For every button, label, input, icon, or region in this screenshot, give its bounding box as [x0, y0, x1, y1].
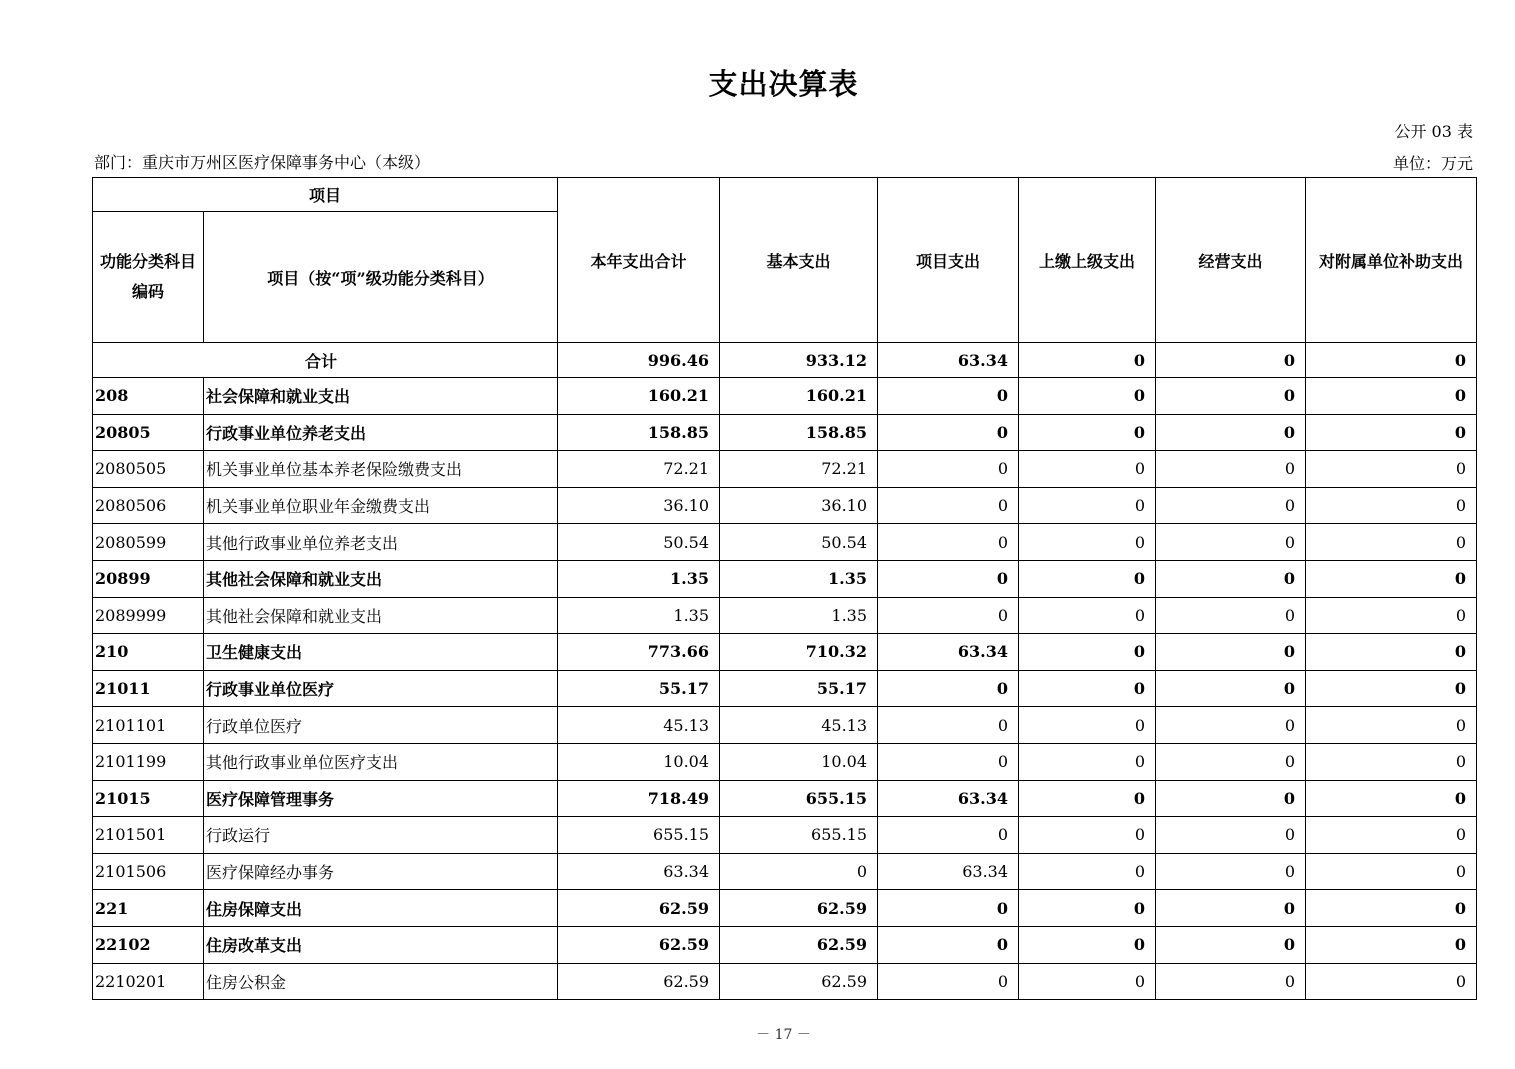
row-name: 社会保障和就业支出: [204, 378, 558, 415]
row-upper-expenditure: 0: [1019, 670, 1156, 707]
row-subsidy-expenditure: 0: [1306, 670, 1477, 707]
expenditure-table: [92, 177, 1477, 1000]
table-row: [93, 817, 1477, 854]
row-subsidy-expenditure: 0: [1306, 414, 1477, 451]
row-name: 住房改革支出: [204, 926, 558, 963]
row-code: 2101506: [93, 853, 204, 890]
department-label: 部门：重庆市万州区医疗保障事务中心（本级）: [94, 153, 431, 172]
header-business-expenditure: 经营支出: [1156, 178, 1306, 343]
row-project-expenditure: 0: [878, 817, 1019, 854]
header-code: [93, 212, 204, 343]
row-upper-expenditure: 0: [1019, 817, 1156, 854]
row-subsidy-expenditure: 0: [1306, 780, 1477, 817]
row-name: 机关事业单位职业年金缴费支出: [204, 487, 558, 524]
table-row: [93, 926, 1477, 963]
row-upper-expenditure: 0: [1019, 780, 1156, 817]
table-row: [93, 853, 1477, 890]
table-row: [93, 524, 1477, 561]
row-upper-expenditure: 0: [1019, 963, 1156, 1000]
row-code: 2080505: [93, 451, 204, 488]
row-name: 机关事业单位基本养老保险缴费支出: [204, 451, 558, 488]
row-project-expenditure: 0: [878, 414, 1019, 451]
row-project-expenditure: 0: [878, 670, 1019, 707]
row-name: 其他行政事业单位养老支出: [204, 524, 558, 561]
row-total: 62.59: [558, 963, 720, 1000]
row-business-expenditure: 0: [1156, 963, 1306, 1000]
row-subsidy-expenditure: 0: [1306, 890, 1477, 927]
row-subsidy-expenditure: 0: [1306, 926, 1477, 963]
row-subsidy-expenditure: 0: [1306, 560, 1477, 597]
row-project-expenditure: 0: [878, 487, 1019, 524]
row-basic: 160.21: [720, 378, 878, 415]
row-name: 住房保障支出: [204, 890, 558, 927]
row-code: 210: [93, 634, 204, 671]
row-basic: 1.35: [720, 597, 878, 634]
row-project-expenditure: 0: [878, 890, 1019, 927]
row-business-expenditure: 0: [1156, 414, 1306, 451]
row-code: 208: [93, 378, 204, 415]
row-upper-expenditure: 0: [1019, 524, 1156, 561]
row-code: 2101199: [93, 743, 204, 780]
row-upper-expenditure: 0: [1019, 560, 1156, 597]
row-business-expenditure: 0: [1156, 524, 1306, 561]
row-name: 其他社会保障和就业支出: [204, 560, 558, 597]
row-project-expenditure: 0: [878, 926, 1019, 963]
row-total: 1.35: [558, 597, 720, 634]
row-name: 行政事业单位医疗: [204, 670, 558, 707]
row-name: 住房公积金: [204, 963, 558, 1000]
table-row: [93, 634, 1477, 671]
row-name: 医疗保障经办事务: [204, 853, 558, 890]
row-business-expenditure: 0: [1156, 853, 1306, 890]
row-total: 655.15: [558, 817, 720, 854]
row-business-expenditure: 0: [1156, 743, 1306, 780]
row-basic: 710.32: [720, 634, 878, 671]
row-subsidy-expenditure: 0: [1306, 817, 1477, 854]
table-row: [93, 780, 1477, 817]
row-project-expenditure: 0: [878, 560, 1019, 597]
row-name: 其他社会保障和就业支出: [204, 597, 558, 634]
row-basic: 62.59: [720, 963, 878, 1000]
header-project: 项目: [93, 178, 558, 212]
page-number: － 17 －: [756, 1027, 811, 1043]
row-code: 2210201: [93, 963, 204, 1000]
row-code: 21015: [93, 780, 204, 817]
row-code: 22102: [93, 926, 204, 963]
row-business-expenditure: 0: [1156, 560, 1306, 597]
row-total: 773.66: [558, 634, 720, 671]
header-project-expenditure: 项目支出: [878, 178, 1019, 343]
row-basic: 55.17: [720, 670, 878, 707]
header-total: 本年支出合计: [558, 178, 720, 343]
row-basic: 655.15: [720, 817, 878, 854]
row-upper-expenditure: 0: [1019, 414, 1156, 451]
table-row: [93, 451, 1477, 488]
table-row: [93, 560, 1477, 597]
row-project-expenditure: 63.34: [878, 634, 1019, 671]
total-cell-total: 996.46: [558, 343, 720, 378]
row-code: 221: [93, 890, 204, 927]
table-row: [93, 743, 1477, 780]
row-business-expenditure: 0: [1156, 890, 1306, 927]
row-business-expenditure: 0: [1156, 634, 1306, 671]
row-total: 62.59: [558, 926, 720, 963]
row-code: 20805: [93, 414, 204, 451]
row-code: 2080599: [93, 524, 204, 561]
row-business-expenditure: 0: [1156, 597, 1306, 634]
row-total: 50.54: [558, 524, 720, 561]
row-name: 卫生健康支出: [204, 634, 558, 671]
unit-label: 单位：万元: [1392, 154, 1473, 173]
row-code: 2089999: [93, 597, 204, 634]
row-total: 10.04: [558, 743, 720, 780]
row-total: 62.59: [558, 890, 720, 927]
form-number: 公开 03 表: [1394, 122, 1473, 141]
row-subsidy-expenditure: 0: [1306, 853, 1477, 890]
row-project-expenditure: 0: [878, 597, 1019, 634]
total-row: [93, 343, 1477, 378]
row-subsidy-expenditure: 0: [1306, 487, 1477, 524]
table-row: [93, 414, 1477, 451]
total-cell-upper: 0: [1019, 343, 1156, 378]
table-row: [93, 597, 1477, 634]
table-row: [93, 487, 1477, 524]
row-upper-expenditure: 0: [1019, 743, 1156, 780]
table-row: [93, 890, 1477, 927]
row-total: 158.85: [558, 414, 720, 451]
row-upper-expenditure: 0: [1019, 890, 1156, 927]
row-name: 行政运行: [204, 817, 558, 854]
row-basic: 655.15: [720, 780, 878, 817]
row-project-expenditure: 0: [878, 524, 1019, 561]
row-business-expenditure: 0: [1156, 926, 1306, 963]
row-name: 医疗保障管理事务: [204, 780, 558, 817]
total-cell-basic: 933.12: [720, 343, 878, 378]
row-name: 其他行政事业单位医疗支出: [204, 743, 558, 780]
row-subsidy-expenditure: 0: [1306, 524, 1477, 561]
row-business-expenditure: 0: [1156, 378, 1306, 415]
row-project-expenditure: 63.34: [878, 780, 1019, 817]
row-upper-expenditure: 0: [1019, 451, 1156, 488]
page-title: 支出决算表: [708, 67, 859, 101]
row-code: 2101501: [93, 817, 204, 854]
total-cell-business: 0: [1156, 343, 1306, 378]
row-basic: 10.04: [720, 743, 878, 780]
row-subsidy-expenditure: 0: [1306, 597, 1477, 634]
row-total: 718.49: [558, 780, 720, 817]
row-upper-expenditure: 0: [1019, 853, 1156, 890]
row-subsidy-expenditure: 0: [1306, 743, 1477, 780]
table-row: [93, 378, 1477, 415]
row-total: 160.21: [558, 378, 720, 415]
row-total: 45.13: [558, 707, 720, 744]
row-business-expenditure: 0: [1156, 487, 1306, 524]
row-upper-expenditure: 0: [1019, 707, 1156, 744]
row-project-expenditure: 0: [878, 451, 1019, 488]
table-row: [93, 963, 1477, 1000]
row-subsidy-expenditure: 0: [1306, 963, 1477, 1000]
header-basic: 基本支出: [720, 178, 878, 343]
row-project-expenditure: 0: [878, 743, 1019, 780]
row-upper-expenditure: 0: [1019, 597, 1156, 634]
row-total: 72.21: [558, 451, 720, 488]
row-name: 行政单位医疗: [204, 707, 558, 744]
row-basic: 62.59: [720, 890, 878, 927]
total-cell-project: 63.34: [878, 343, 1019, 378]
row-subsidy-expenditure: 0: [1306, 634, 1477, 671]
header-upper-expenditure: 上缴上级支出: [1019, 178, 1156, 343]
row-code: 2080506: [93, 487, 204, 524]
row-project-expenditure: 0: [878, 963, 1019, 1000]
row-business-expenditure: 0: [1156, 670, 1306, 707]
row-basic: 0: [720, 853, 878, 890]
total-cell-subsidy: 0: [1306, 343, 1477, 378]
row-upper-expenditure: 0: [1019, 487, 1156, 524]
row-business-expenditure: 0: [1156, 451, 1306, 488]
row-business-expenditure: 0: [1156, 817, 1306, 854]
row-project-expenditure: 63.34: [878, 853, 1019, 890]
row-basic: 36.10: [720, 487, 878, 524]
row-total: 36.10: [558, 487, 720, 524]
row-code: 20899: [93, 560, 204, 597]
row-upper-expenditure: 0: [1019, 926, 1156, 963]
total-label: 合计: [93, 343, 558, 378]
row-basic: 72.21: [720, 451, 878, 488]
table-row: [93, 707, 1477, 744]
row-basic: 62.59: [720, 926, 878, 963]
row-name: 行政事业单位养老支出: [204, 414, 558, 451]
row-basic: 45.13: [720, 707, 878, 744]
row-subsidy-expenditure: 0: [1306, 451, 1477, 488]
row-upper-expenditure: 0: [1019, 378, 1156, 415]
row-basic: 158.85: [720, 414, 878, 451]
row-code: 21011: [93, 670, 204, 707]
row-total: 1.35: [558, 560, 720, 597]
row-project-expenditure: 0: [878, 707, 1019, 744]
header-name: 项目（按“项”级功能分类科目）: [204, 212, 558, 343]
row-basic: 1.35: [720, 560, 878, 597]
row-total: 55.17: [558, 670, 720, 707]
table-row: [93, 670, 1477, 707]
row-total: 63.34: [558, 853, 720, 890]
row-business-expenditure: 0: [1156, 707, 1306, 744]
row-upper-expenditure: 0: [1019, 634, 1156, 671]
row-project-expenditure: 0: [878, 378, 1019, 415]
row-business-expenditure: 0: [1156, 780, 1306, 817]
row-basic: 50.54: [720, 524, 878, 561]
row-subsidy-expenditure: 0: [1306, 707, 1477, 744]
header-subsidy-expenditure: 对附属单位补助支出: [1306, 178, 1477, 343]
row-code: 2101101: [93, 707, 204, 744]
row-subsidy-expenditure: 0: [1306, 378, 1477, 415]
header-code-text: 功能分类科目编码: [99, 252, 196, 301]
